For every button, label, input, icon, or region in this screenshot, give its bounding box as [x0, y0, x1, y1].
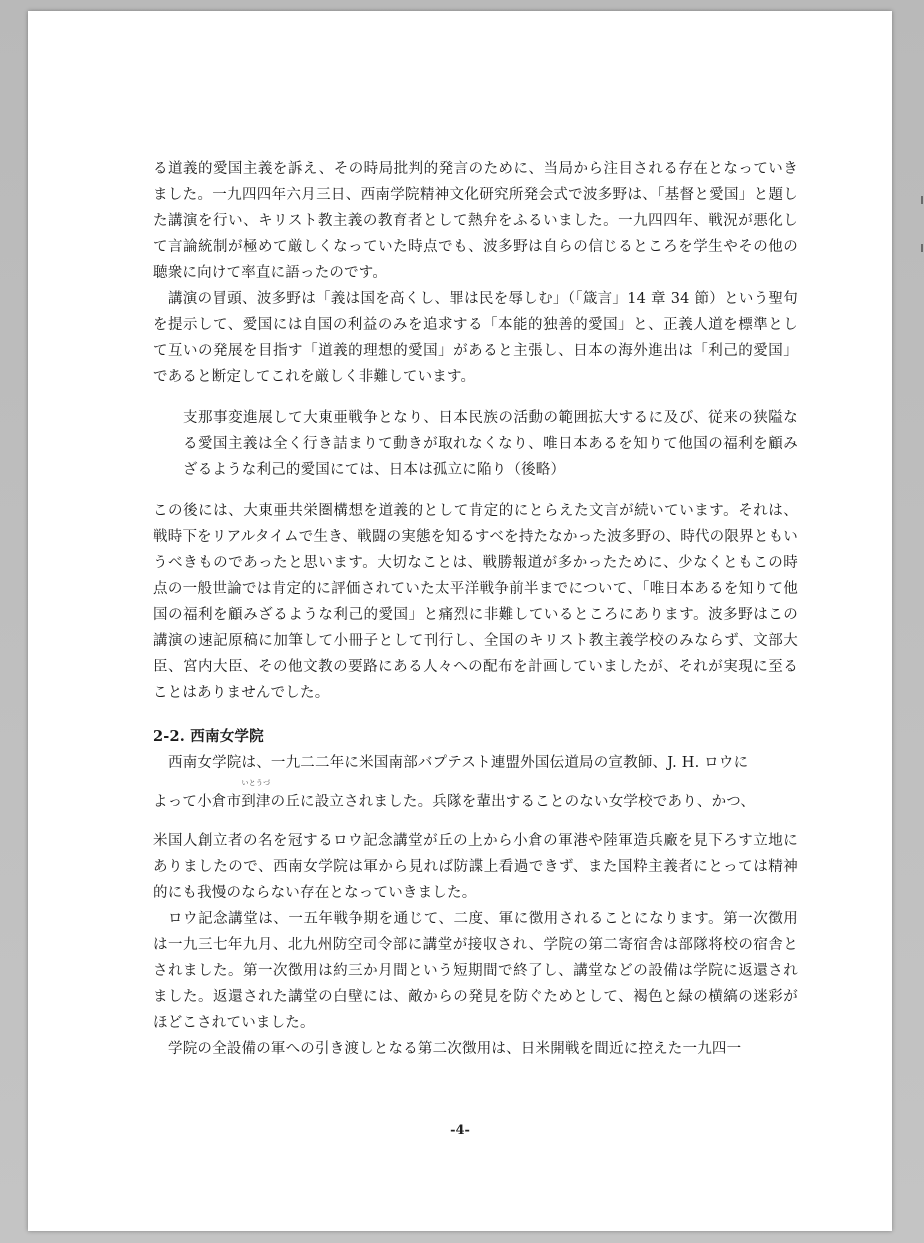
ruby-reading: いとうづ [241, 779, 271, 787]
section-heading: 2-2. 西南女学院 [153, 728, 264, 745]
ruby-base: 到津 [241, 794, 271, 810]
page-content [153, 156, 798, 1062]
block-quote: 支那事変進展して大東亜戦争となり、日本民族の活動の範囲拡大するに及び、従来の狭隘なる愛国主義は全く行き詰まりて動きが取れなくなり、唯日本あるを知りて他国の福利を顧みざるような利己的愛国にては、日本は孤立に陥り（後略） [183, 410, 798, 478]
ruby-line [153, 779, 798, 815]
paragraph-lowe-hall: ロウ記念講堂は、一五年戦争期を通じて、二度、軍に徴用されることになります。第一次徴用は一九三七年九月、北九州防空司令部に講堂が接収され、学院の第二寄宿舎は部隊将校の宿舎とされました。第一次徴用は約三か月間という短期間で終了し、講堂などの設備は学院に返還されました。返還された講堂の白壁には、敵からの発見を防ぐためとして、褐色と緑の横縞の迷彩がほどこされていました。 [153, 911, 798, 1031]
ruby-line-after: の丘に設立されました。兵隊を輩出することのない女学校であり、かつ、 [270, 794, 756, 810]
page-number: -4- [450, 1123, 470, 1138]
paragraph-continued: る道義的愛国主義を訴え、その時局批判的発言のために、当局から注目される存在となっていきました。一九四四年六月三日、西南学院精神文化研究所発会式で波多野は、「基督と愛国」と題した講演を行い、キリスト教主義の教育者として熱弁をふるいました。一九四四年、戦況が悪化して言論統制が極めて厳しくなっていた時点でも、波多野は自らの信じるところを学生やその他の聴衆に向けて率直に語ったのです。 [153, 161, 798, 281]
paragraph-lecture-opening: 講演の冒頭、波多野は「義は国を高くし、罪は民を辱しむ」（「箴言」14 章 34 節）という聖句を提示して、愛国には自国の利益のみを追求する「本能的独善的愛国」と、正義人道を標準として互いの発展を目指す「道義的理想的愛国」があると主張し、日本の海外進出は「利己的愛国」であると断定してこれを厳しく非難しています。 [153, 291, 799, 385]
scroll-marker [921, 196, 923, 204]
scroll-marker [921, 244, 923, 252]
ruby-line-before: よって小倉市 [153, 794, 242, 810]
ruby-word [241, 779, 271, 815]
section-first-line: 西南女学院は、一九二二年に米国南部バプテスト連盟外国伝道局の宣教師、J. H. ロウに [168, 755, 749, 771]
paragraph-after-quote: この後には、大東亜共栄圏構想を道義的として肯定的にとらえた文言が続いています。それは、戦時下をリアルタイムで生き、戦闘の実態を知るすべを持たなかった波多野の、時代の限界ともいうべきものであったと思います。大切なことは、戦勝報道が多かったために、少なくともこの時点の一般世論では肯定的に評価されていた太平洋戦争前半までについて、「唯日本あるを知りて他国の福利を顧みざるような利己的愛国」と痛烈に非難しているところにあります。波多野はこの講演の速記原稿に加筆して小冊子として刊行し、全国のキリスト教主義学校のみならず、文部大臣、宮内大臣、その他文教の要路にある人々への配布を計画していましたが、それが実現に至ることはありませんでした。 [153, 503, 798, 701]
section-continuation: 米国人創立者の名を冠するロウ記念講堂が丘の上から小倉の軍港や陸軍造兵廠を見下ろす立地にありましたので、西南女学院は軍から見れば防諜上看過できず、また国粋主義者にとっては精神的にも我慢のならない存在となっていきました。 [153, 833, 798, 901]
paragraph-last: 学院の全設備の軍への引き渡しとなる第二次徴用は、日米開戦を間近に控えた一九四一 [168, 1041, 742, 1057]
document-page [28, 11, 892, 1231]
